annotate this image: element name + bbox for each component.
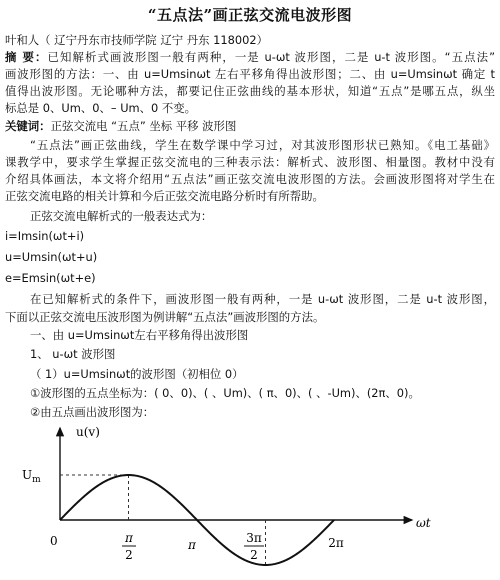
step-2-text: ②由五点画出波形图为： [30,405,155,419]
y-axis-label: u(v) [76,425,100,439]
intro-line-1: “五点法”画正弦曲线，学生在数学课中学习过，对其波形图形状已熟知。《电工基础》 [30,138,495,152]
abstract-line-2: 画波形图的方法：一、由 u=Umsinωt 左右平移角得出波形图；二、由 u=Umsinωt 确定 t [5,67,495,81]
tick-label-pi: π [188,538,196,552]
keywords-text: 正弦交流电 “五点” 坐标 平移 波形图 [50,119,237,133]
author-line: 叶和人（ 辽宁丹东市技师学院 辽宁 丹东 118002） [5,33,268,47]
abstract-text-1: 已知解析式画波形图一般有两种，一是 u-ωt 波形图，二是 u-t 波形图。“五点法” [47,50,495,64]
section-1-heading: 一、由 u=Umsinωt左右平移角得出波形图 [30,328,249,342]
um-label [22,468,41,485]
paper-title: “五点法”画正弦交流电波形图 [147,6,353,24]
subsection-1a-heading: （ 1）u=Umsinωt的波形图（初相位 0） [30,367,244,381]
expr-u: u=Umsin(ωt+u) [5,250,98,264]
tick-label-3pi-half-num: 3π [246,531,262,545]
expr-i: i=Imsin(ωt+i) [5,229,85,243]
x-axis-label: ωt [416,516,431,530]
abstract-label: 摘 要： [5,50,48,64]
um-label-sub: m [32,475,41,485]
subsection-1-heading: 1、 u-ωt 波形图 [30,347,116,361]
para2-line-2: 下面以正弦交流电压波形图为例讲解“五点法”画波形图的方法。 [5,310,325,324]
origin-label: 0 [50,534,58,548]
abstract-line-4: 标总是 0、Um、0、– Um、0 不变。 [5,101,197,115]
para2-line-1: 在已知解析式的条件下，画波形图一般有两种，一是 u-ωt 波形图，二是 u-t 波形图， [30,292,495,306]
abstract-line-3: 值得出波形图。无论哪种方法，都要记住正弦曲线的基本形状，知道“五点”是哪五点，纵坐 [5,84,495,98]
tick-label-3pi-half-den: 2 [250,548,258,562]
tick-label-pi-half-num: π [125,531,133,545]
expr-heading: 正弦交流电解析式的一般表达式为： [30,209,213,223]
um-label-main: U [22,468,33,482]
keywords-label: 关键词： [5,119,51,133]
intro-line-4: 正弦交流电路的相关计算和今后正弦交流电路分析时有所帮助。 [5,189,324,203]
tick-label-pi-half-den: 2 [125,548,133,562]
intro-line-3: 介绍具体画法，本文将介绍用“五点法”画正弦交流电波形图的方法。会画波形图将对学生在 [5,172,495,186]
tick-label-2pi: 2π [328,536,344,550]
intro-line-2: 课教学中，要求学生掌握正弦交流电的三种表示法：解析式、波形图、相量图。教材中没有 [5,155,495,169]
step-1-text: ①波形图的五点坐标为：( 0、0)、( 、Um)、( π、0)、( 、-Um)、(2π、0)。 [30,386,420,400]
expr-e: e=Emsin(ωt+e) [5,271,96,285]
